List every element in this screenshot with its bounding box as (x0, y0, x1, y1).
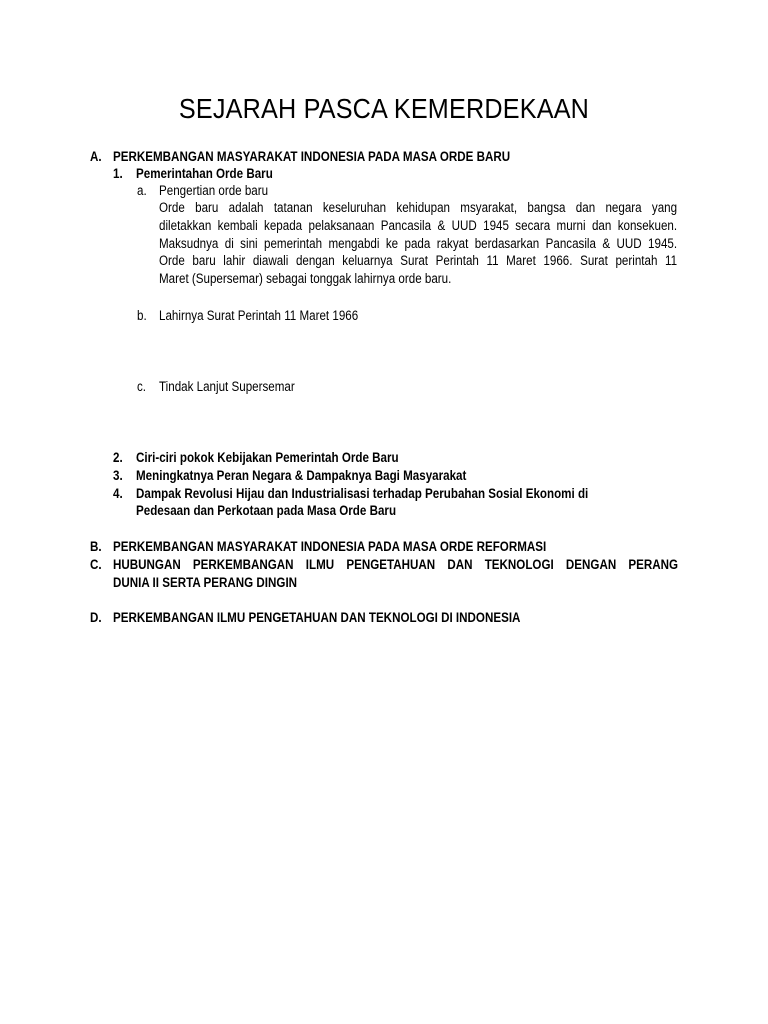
section-c-heading (113, 556, 678, 592)
item-1-marker: 1. (113, 166, 123, 181)
section-c-marker: C. (90, 557, 102, 572)
subitem-c-marker: c. (137, 379, 147, 394)
subitem-c-heading: Tindak Lanjut Supersemar (159, 379, 295, 394)
section-b-marker: B. (90, 539, 102, 554)
item-4-marker: 4. (113, 486, 123, 501)
section-b-heading: PERKEMBANGAN MASYARAKAT INDONESIA PADA MASA ORDE REFORMASI (113, 539, 547, 554)
item-2-marker: 2. (113, 450, 123, 465)
item-2-heading: Ciri-ciri pokok Kebijakan Pemerintah Orde Baru (136, 450, 399, 465)
item-1-heading: Pemerintahan Orde Baru (136, 166, 273, 181)
paragraph-line: Maksudnya di sini pemerintah mengabdi ke pada rakyat berdasarkan Pancasila & UUD 1945. (159, 235, 677, 251)
section-c-heading-line: HUBUNGAN PERKEMBANGAN ILMU PENGETAHUAN DAN TEKNOLOGI DENGAN PERANG (113, 557, 678, 572)
paragraph-line: diletakkan kembali kepada pelaksanaan Pancasila & UUD 1945 secara murni dan konsekuen. (159, 217, 677, 233)
paragraph-line: Maret (Supersemar) sebagai tonggak lahirnya orde baru. (159, 271, 452, 287)
section-a-marker: A. (90, 149, 102, 164)
item-3-marker: 3. (113, 468, 123, 483)
subitem-b-marker: b. (137, 308, 147, 323)
item-4-heading-line-2: Pedesaan dan Perkotaan pada Masa Orde Baru (136, 503, 397, 518)
section-d-heading: PERKEMBANGAN ILMU PENGETAHUAN DAN TEKNOLOGI DI INDONESIA (113, 610, 521, 625)
item-4-heading-line-1: Dampak Revolusi Hijau dan Industrialisasi terhadap Perubahan Sosial Ekonomi di (136, 486, 589, 501)
subitem-a-marker: a. (137, 183, 147, 198)
document-title: SEJARAH PASCA KEMERDEKAAN (178, 93, 590, 124)
subitem-a-heading: Pengertian orde baru (159, 183, 269, 198)
subitem-a-paragraph (159, 199, 677, 288)
section-c-heading-line: DUNIA II SERTA PERANG DINGIN (113, 575, 298, 590)
section-d-marker: D. (90, 610, 102, 625)
item-3-heading: Meningkatnya Peran Negara & Dampaknya Bagi Masyarakat (136, 468, 467, 483)
section-a-heading: PERKEMBANGAN MASYARAKAT INDONESIA PADA MASA ORDE BARU (113, 149, 511, 164)
subitem-b-heading: Lahirnya Surat Perintah 11 Maret 1966 (159, 308, 359, 323)
paragraph-line: Orde baru lahir diawali dengan keluarnya Surat Perintah 11 Maret 1966. Surat perintah 11 (159, 253, 677, 269)
paragraph-line: Orde baru adalah tatanan keseluruhan kehidupan msyarakat, bangsa dan negara yang (159, 200, 677, 215)
